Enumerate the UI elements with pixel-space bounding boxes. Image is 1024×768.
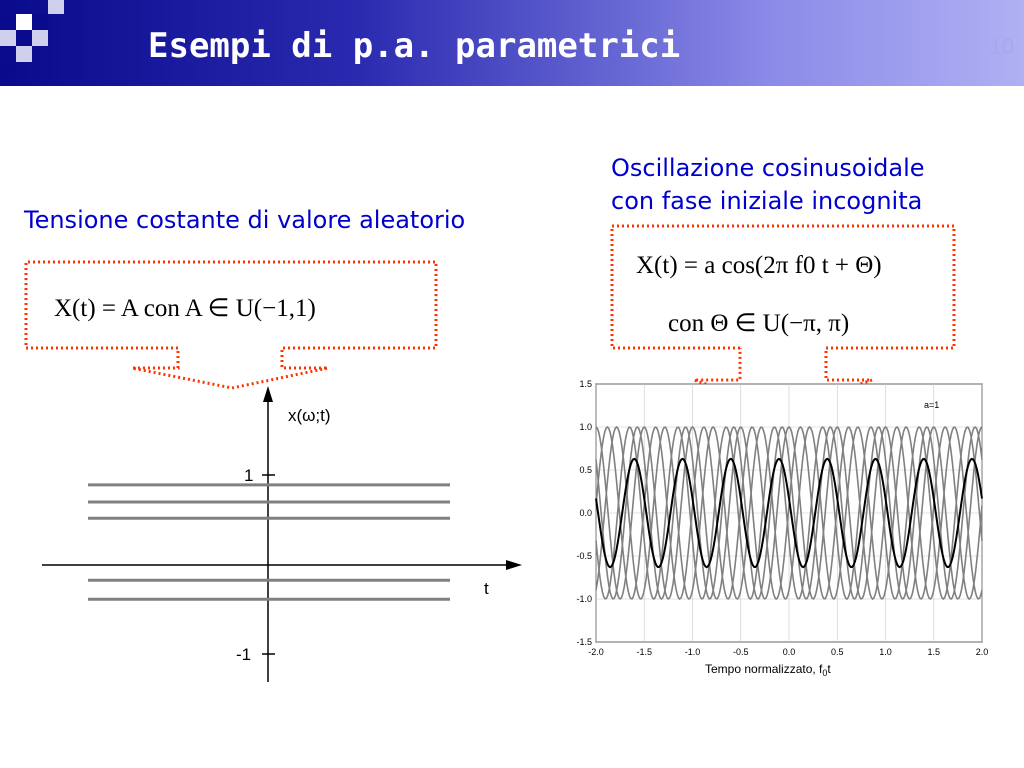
y-axis-label: x(ω;t) xyxy=(288,406,331,425)
x-axis-label: t xyxy=(484,579,489,598)
y-axis-arrow xyxy=(263,386,273,402)
x-tick-label: -0.5 xyxy=(732,647,749,657)
y-tick-label: 0.5 xyxy=(579,465,592,475)
x-tick-label: -2.0 xyxy=(588,647,604,657)
y-tick-label: -1.0 xyxy=(576,594,592,604)
left-callout xyxy=(26,262,436,388)
y-tick-label: 1.5 xyxy=(579,379,592,389)
y-tick-label: -0.5 xyxy=(576,551,592,561)
page-number: 10 xyxy=(989,34,1014,59)
right-formula-line2: con Θ ∈ U(−π, π) xyxy=(668,310,850,337)
right-callout xyxy=(612,226,954,410)
x-tick-label: -1.0 xyxy=(684,647,701,657)
slide-title: Esempi di p.a. parametrici xyxy=(148,26,681,66)
x-tick-label: -1.5 xyxy=(636,647,653,657)
x-axis-arrow xyxy=(506,560,522,570)
left-graph xyxy=(42,386,522,682)
y-tick-label: 1.0 xyxy=(579,422,592,432)
x-tick-label: 2.0 xyxy=(975,647,989,657)
x-tick-label: 1.5 xyxy=(927,647,941,657)
left-formula: X(t) = A con A ∈ U(−1,1) xyxy=(54,295,316,322)
x-tick-label: 1.0 xyxy=(879,647,892,657)
x-tick-label: 0.0 xyxy=(782,647,796,657)
right-heading-line1: Oscillazione cosinusoidale xyxy=(611,154,925,182)
chart-x-label: Tempo normalizzato, $f_0t$ xyxy=(705,662,831,678)
chart-annotation: a=1 xyxy=(924,400,940,410)
y-tick-label: -1.5 xyxy=(576,637,592,647)
right-chart xyxy=(576,379,988,678)
tick-label-bottom: -1 xyxy=(236,645,252,664)
right-heading-line2: con fase iniziale incognita xyxy=(611,187,923,215)
tick-label-top: 1 xyxy=(244,466,254,485)
left-heading: Tensione costante di valore aleatorio xyxy=(24,206,466,234)
y-tick-label: 0.0 xyxy=(579,508,592,518)
right-formula-line1: X(t) = a cos(2π f0 t + Θ) xyxy=(636,252,882,279)
x-tick-label: 0.5 xyxy=(830,647,844,657)
